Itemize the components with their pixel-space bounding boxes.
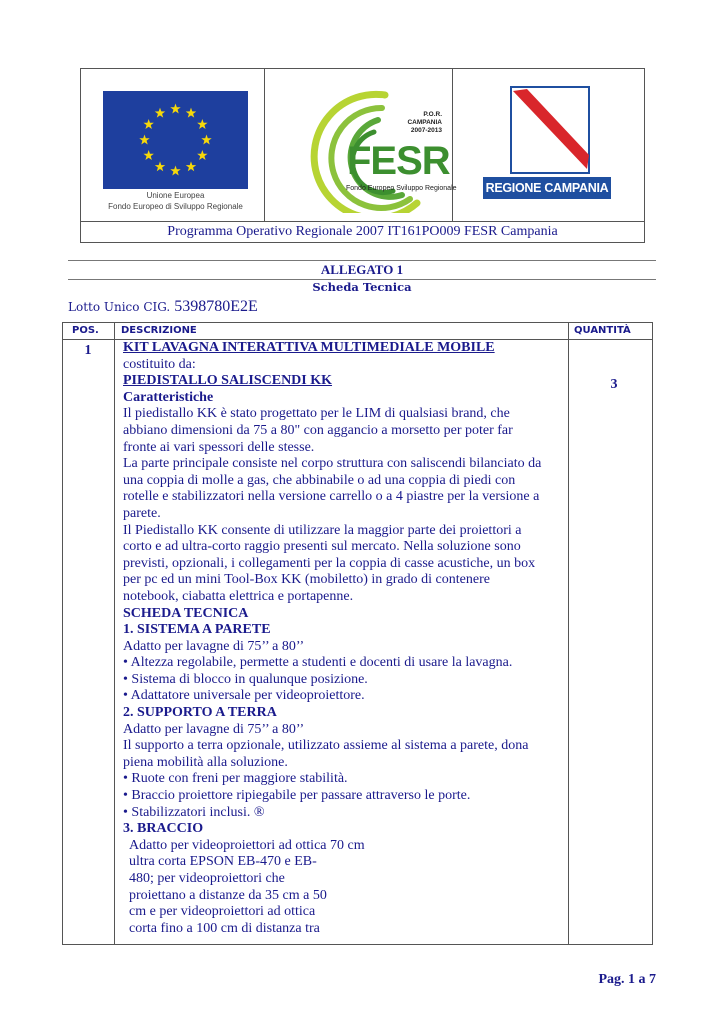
eu-flag-icon — [103, 91, 248, 189]
description-line: abbiano dimensioni da 75 a 80" con aggancio a morsetto per poter far — [123, 422, 513, 438]
description-line: 480; per videoproiettori che — [129, 871, 285, 886]
technical-spec-table — [62, 322, 653, 945]
description-line: cm e per videoproiettori ad ottica — [129, 904, 316, 920]
divider-line — [68, 260, 656, 261]
description-line: SCHEDA TECNICA — [123, 605, 249, 621]
row-position: 1 — [84, 343, 92, 358]
column-header-pos: POS. — [72, 325, 99, 336]
description-line: Il supporto a terra opzionale, utilizzato assieme al sistema a parete, dona — [123, 738, 529, 754]
cell-divider — [264, 69, 265, 221]
description-line: notebook, ciabatta elettrica e portapenne. — [123, 588, 354, 604]
description-line: Caratteristiche — [123, 389, 214, 405]
description-line: 3. BRACCIO — [123, 821, 204, 837]
scheda-subtitle: Scheda Tecnica — [312, 280, 412, 294]
page-number: Pag. 1 a 7 — [598, 972, 656, 987]
description-line: parete. — [123, 505, 161, 521]
cig-code: 5398780E2E — [174, 298, 258, 315]
description-line: • Braccio proiettore ripiegabile per passare attraverso le porte. — [123, 788, 471, 804]
logo-row — [81, 69, 644, 222]
description-line: corta fino a 100 cm di distanza tra — [129, 920, 320, 936]
description-line: Adatto per videoproiettori ad ottica 70 cm — [129, 837, 365, 853]
column-header-quantita: QUANTITÀ — [574, 325, 631, 336]
column-divider — [114, 323, 115, 944]
description-line: • Stabilizzatori inclusi. ® — [123, 804, 265, 820]
row-description — [123, 340, 565, 937]
fesr-logo-text: FESR — [347, 139, 450, 183]
cell-divider — [452, 69, 453, 221]
description-line: Il piedistallo KK è stato progettato per le LIM di qualsiasi brand, che — [123, 406, 510, 422]
description-line: 1. SISTEMA A PARETE — [123, 622, 271, 638]
description-line: previsti, opzionali, i collegamenti per la coppia di casse acustiche, un box — [123, 555, 536, 571]
lotto-label: Lotto Unico CIG. — [68, 300, 171, 314]
regione-campania-logo — [479, 83, 619, 213]
description-line: • Sistema di blocco in qualunque posizione. — [123, 671, 368, 687]
description-line: per pc ed un mini Tool-Box KK (mobiletto) in grado di contenere — [123, 572, 490, 588]
description-line: Il Piedistallo KK consente di utilizzare la maggior parte dei proiettori a — [123, 522, 522, 538]
fesr-por-line1: P.O.R. CAMPANIA — [407, 111, 442, 126]
description-line: rotelle e stabilizzatori nella versione carrello o a 4 piastre per la versione a — [123, 489, 540, 505]
description-line: piena mobilità alla soluzione. — [123, 754, 288, 770]
description-line: proiettano a distanze da 35 cm a 50 — [129, 887, 327, 903]
description-line: • Ruote con freni per maggiore stabilità. — [123, 771, 348, 787]
eu-logo — [103, 91, 248, 217]
fesr-por-text — [390, 111, 442, 135]
description-line: La parte principale consiste nel corpo struttura con saliscendi bilanciato da — [123, 456, 542, 472]
lotto-line — [68, 298, 258, 316]
fesr-subtitle: Fondo Europeo Sviluppo Regionale — [346, 185, 457, 192]
description-line: costituito da: — [123, 356, 196, 372]
description-line: 2. SUPPORTO A TERRA — [123, 705, 277, 721]
description-line: una coppia di molle a gas, che abbinabile o ad una coppia di piedi con — [123, 472, 516, 488]
fesr-por-line2: 2007-2013 — [410, 127, 442, 134]
fesr-logo — [267, 81, 457, 213]
description-line: fronte ai vari spessori delle stesse. — [123, 439, 315, 455]
description-line: • Adattatore universale per videoproiettore. — [123, 688, 365, 704]
eu-caption-line2: Fondo Europeo di Sviluppo Regionale — [108, 202, 243, 211]
eu-caption-line1: Unione Europea — [146, 191, 205, 200]
row-quantity: 3 — [610, 377, 618, 392]
description-line: corto e ad ultra-corto raggio presenti sul mercato. Nella soluzione sono — [123, 539, 521, 555]
region-banner: REGIONE CAMPANIA — [483, 177, 611, 199]
description-line: • Altezza regolabile, permette a studenti e docenti di usare la lavagna. — [123, 655, 513, 671]
column-divider — [568, 323, 569, 944]
logo-header-table — [80, 68, 645, 243]
description-line: KIT LAVAGNA INTERATTIVA MULTIMEDIALE MOBILE — [123, 340, 495, 355]
region-shield-icon — [479, 83, 619, 177]
description-line: ultra corta EPSON EB-470 e EB- — [129, 854, 317, 870]
program-title: Programma Operativo Regionale 2007 IT161PO009 FESR Campania — [167, 224, 558, 239]
description-line: Adatto per lavagne di 75’’ a 80’’ — [123, 721, 305, 737]
allegato-title: ALLEGATO 1 — [320, 262, 404, 277]
description-line: PIEDISTALLO SALISCENDI KK — [123, 373, 333, 389]
description-line: Adatto per lavagne di 75’’ a 80’’ — [123, 638, 305, 654]
column-header-descrizione: DESCRIZIONE — [121, 325, 197, 336]
